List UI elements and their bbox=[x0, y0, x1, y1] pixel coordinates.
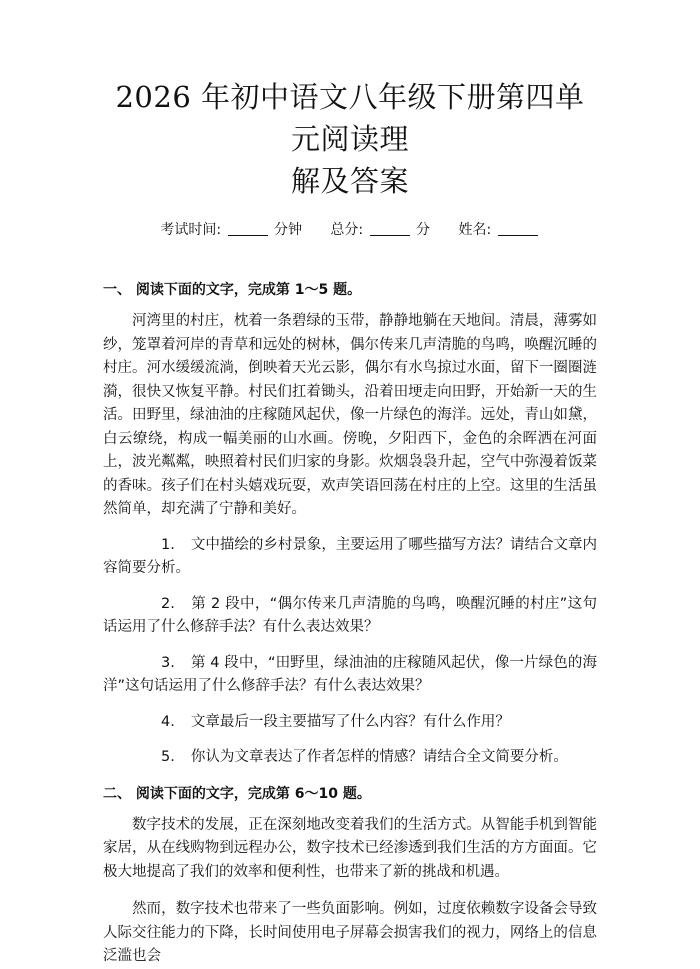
total-score-label: 总分: bbox=[330, 222, 364, 238]
exam-time-blank bbox=[228, 221, 268, 236]
student-name-blank bbox=[498, 221, 538, 236]
title-line-1: 2026 年初中语文八年级下册第四单元阅读理 bbox=[115, 80, 585, 156]
total-score-blank bbox=[370, 221, 410, 236]
section-1-heading: 一、 阅读下面的文字，完成第 1～5 题。 bbox=[103, 282, 362, 298]
student-name-label: 姓名: bbox=[458, 222, 492, 238]
question-3 bbox=[103, 652, 597, 699]
question-2-number: 2. bbox=[161, 595, 175, 612]
question-1-text: 文中描绘的乡村景象，主要运用了哪些描写方法？请结合文章内容简要分析。 bbox=[103, 536, 597, 576]
student-name-field bbox=[458, 220, 539, 240]
section-2-paragraph-2: 然而，数字技术也带来了一些负面影响。例如，过度依赖数字设备会导致人际交往能力的下降，长时间使用电子屏幕会损害我们的视力，网络上的信息泛滥也会 bbox=[103, 901, 597, 964]
question-1 bbox=[103, 534, 597, 581]
title-line-2: 解及答案 bbox=[290, 164, 409, 198]
section-1-passage: 河湾里的村庄，枕着一条碧绿的玉带，静静地躺在天地间。清晨，薄雾如纱，笼罩着河岸的青草和远处的树林，偶尔传来几声清脆的鸟鸣，唤醒沉睡的村庄。河水缓缓流淌，倒映着天光云影，偶尔有水鸟掠过水面，留下一圈圈涟漪，很快又恢复平静。村民们扛着锄头，沿着田埂走向田野，开始新一天的生活。田野里，绿油油的庄稼随风起伏，像一片绿色的海洋。远处，青山如黛，白云缭绕，构成一幅美丽的山水画。傍晚，夕阳西下，金色的余晖洒在河面上，波光粼粼，映照着村民们归家的身影。炊烟袅袅升起，空气中弥漫着饭菜的香味。孩子们在村头嬉戏玩耍，欢声笑语回荡在村庄的上空。这里的生活虽然简单，却充满了宁静和美好。 bbox=[103, 313, 597, 517]
question-2 bbox=[103, 593, 597, 640]
question-4-number: 4. bbox=[161, 713, 175, 730]
question-4 bbox=[103, 711, 597, 735]
total-score-field bbox=[330, 220, 430, 240]
section-2-heading: 二、 阅读下面的文字，完成第 6～10 题。 bbox=[103, 785, 371, 802]
question-5-number: 5. bbox=[161, 749, 175, 765]
document-title bbox=[103, 0, 597, 202]
question-1-number: 1. bbox=[161, 536, 175, 553]
question-5-text: 你认为文章表达了作者怎样的情感？请结合全文简要分析。 bbox=[190, 749, 568, 765]
exam-time-label: 考试时间: bbox=[160, 222, 222, 238]
section-2-paragraph-1: 数字技术的发展，正在深刻地改变着我们的生活方式。从智能手机到智能家居，从在线购物到远程办公，数字技术已经渗透到我们生活的方方面面。它极大地提高了我们的效率和便利性，也带来了新的挑战和机遇。 bbox=[103, 816, 597, 880]
question-4-text: 文章最后一段主要描写了什么内容？有什么作用？ bbox=[190, 713, 510, 730]
exam-time-unit: 分钟 bbox=[273, 222, 302, 238]
exam-info-row bbox=[103, 220, 597, 240]
total-score-unit: 分 bbox=[416, 222, 431, 238]
question-2-text: 第 2 段中，“偶尔传来几声清脆的鸟鸣，唤醒沉睡的村庄”这句话运用了什么修辞手法？有什么表达效果？ bbox=[103, 595, 597, 635]
exam-time-field bbox=[160, 220, 302, 240]
question-3-number: 3. bbox=[161, 654, 175, 671]
question-3-text: 第 4 段中，“田野里，绿油油的庄稼随风起伏，像一片绿色的海洋”这句话运用了什么修辞手法？有什么表达效果？ bbox=[103, 654, 597, 694]
question-5 bbox=[103, 746, 597, 770]
